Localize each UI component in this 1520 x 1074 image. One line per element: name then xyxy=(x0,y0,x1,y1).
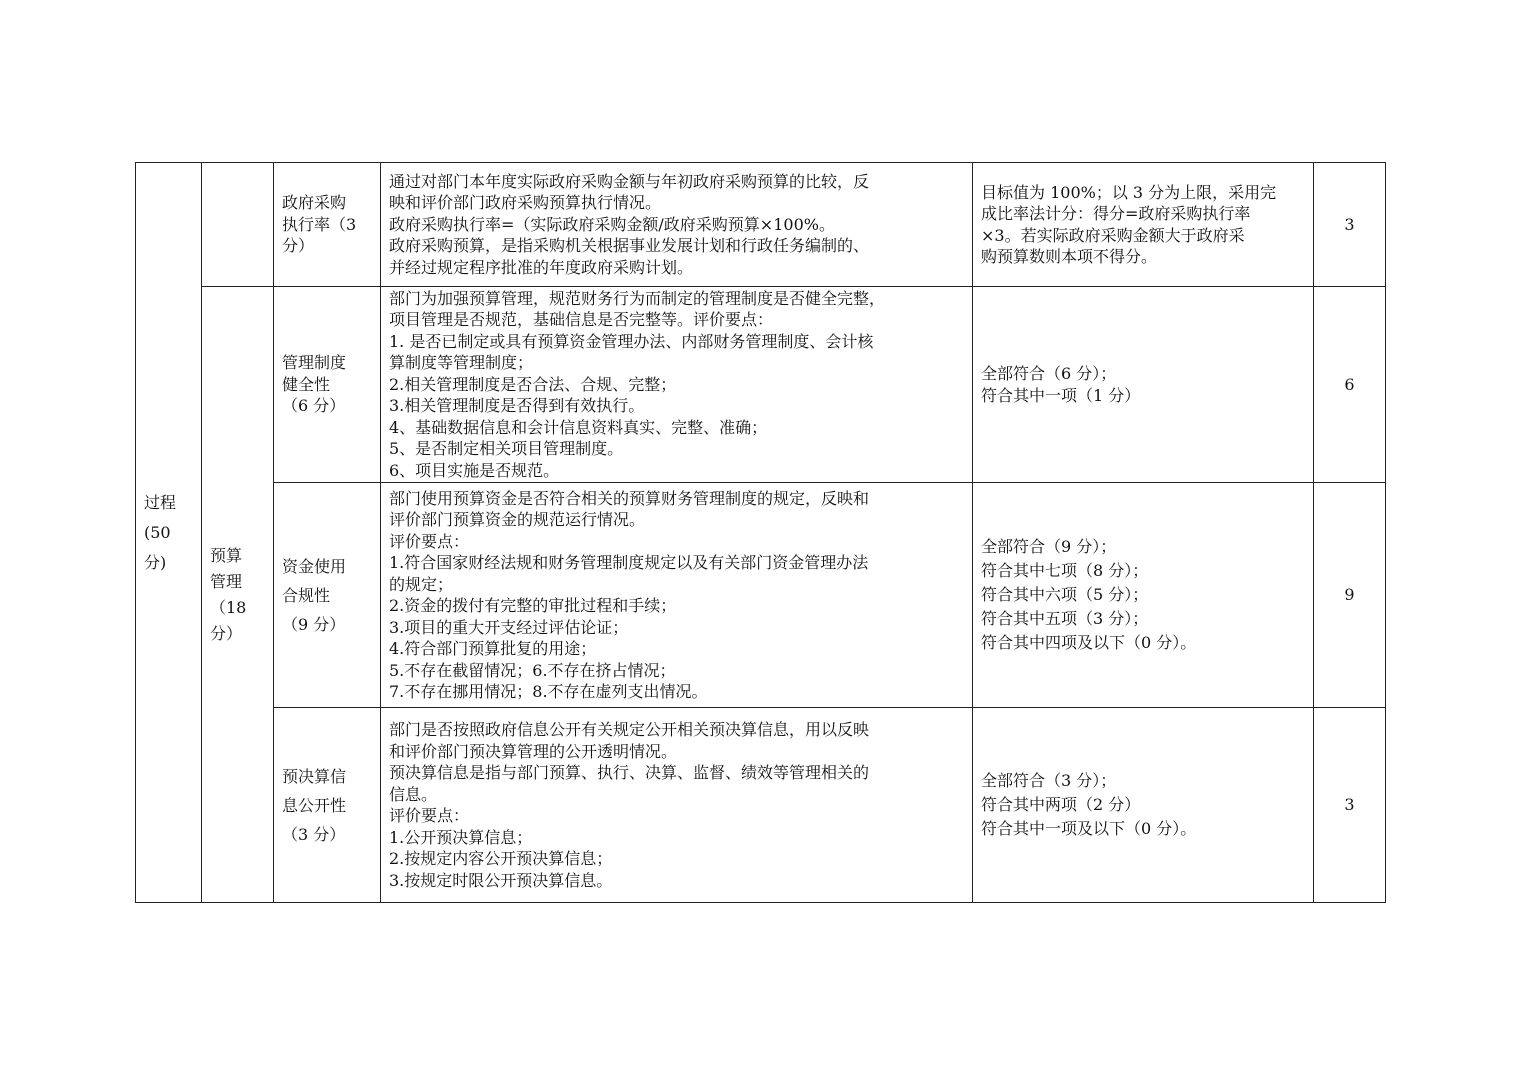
criteria-line: 4、基础数据信息和会计信息资料真实、完整、准确； xyxy=(389,417,768,437)
standard-line: 符合其中七项（8 分）； xyxy=(981,561,1149,580)
scoring-standard-cell xyxy=(973,163,1314,287)
indicator-line: 分） xyxy=(282,236,315,256)
level1-line: (50 xyxy=(144,522,171,542)
criteria-line: 2.相关管理制度是否合法、合规、完整； xyxy=(389,374,677,394)
criteria-line: 4.符合部门预算批复的用途； xyxy=(389,639,597,658)
criteria-cell xyxy=(381,163,973,287)
standard-line: 全部符合（9 分）； xyxy=(981,537,1117,556)
criteria-cell xyxy=(381,708,973,903)
indicator-line: （6 分） xyxy=(282,396,346,416)
criteria-line: 通过对部门本年度实际政府采购金额与年初政府采购预算的比较，反 xyxy=(389,171,870,191)
evaluation-table xyxy=(135,162,1386,903)
level3-indicator-cell xyxy=(274,163,381,287)
criteria-line: 3.按规定时限公开预决算信息。 xyxy=(389,870,613,890)
standard-line: 成比率法计分：得分=政府采购执行率 xyxy=(981,204,1251,223)
criteria-line: 和评价部门预决算管理的公开透明情况。 xyxy=(389,741,678,761)
criteria-line: 3.相关管理制度是否得到有效执行。 xyxy=(389,396,645,416)
criteria-cell xyxy=(381,287,973,483)
criteria-line: 6、项目实施是否规范。 xyxy=(389,460,560,480)
level2-line: 预算 xyxy=(210,545,243,565)
table-row xyxy=(136,287,1386,483)
indicator-line: 资金使用 xyxy=(282,556,347,576)
criteria-line: 政府采购执行率=（实际政府采购金额/政府采购预算×100%。 xyxy=(389,214,835,234)
standard-line: 全部符合（3 分）； xyxy=(981,771,1117,790)
criteria-line: 部门是否按照政府信息公开有关规定公开相关预决算信息，用以反映 xyxy=(389,720,870,739)
level3-indicator-cell xyxy=(274,287,381,483)
standard-line: 符合其中一项及以下（0 分）。 xyxy=(981,819,1197,838)
level2-line: （18 xyxy=(210,597,247,617)
scoring-standard-cell xyxy=(973,287,1314,483)
table-row xyxy=(136,708,1386,903)
level2-line: 分） xyxy=(210,623,243,643)
criteria-line: 的规定； xyxy=(389,574,454,594)
criteria-line: 5、是否制定相关项目管理制度。 xyxy=(389,439,624,459)
standard-line: 符合其中五项（3 分）； xyxy=(981,609,1149,628)
criteria-line: 并经过规定程序批准的年度政府采购计划。 xyxy=(389,257,694,277)
criteria-line: 算制度等管理制度； xyxy=(389,353,534,373)
criteria-line: 5.不存在截留情况；6.不存在挤占情况； xyxy=(389,660,676,680)
standard-line: 符合其中四项及以下（0 分）。 xyxy=(981,633,1197,652)
criteria-line: 7.不存在挪用情况；8.不存在虚列支出情况。 xyxy=(389,682,708,701)
criteria-line: 2.按规定内容公开预决算信息； xyxy=(389,849,613,868)
criteria-line: 2.资金的拨付有完整的审批过程和手续； xyxy=(389,596,677,615)
indicator-line: 执行率（3 xyxy=(282,214,357,234)
indicator-line: 健全性 xyxy=(282,374,331,394)
level1-indicator-cell xyxy=(136,163,202,903)
standard-line: 全部符合（6 分）； xyxy=(981,364,1117,383)
indicator-line: 政府采购 xyxy=(282,193,347,213)
indicator-line: （9 分） xyxy=(282,614,346,634)
standard-line: 目标值为 100%；以 3 分为上限，采用完 xyxy=(981,182,1277,202)
level2-line: 管理 xyxy=(210,571,243,591)
standard-line: 符合其中一项（1 分） xyxy=(981,385,1141,405)
score-cell: 9 xyxy=(1314,483,1386,708)
table-row xyxy=(136,483,1386,708)
criteria-line: 1. 是否已制定或具有预算资金管理办法、内部财务管理制度、会计核 xyxy=(389,331,874,351)
score-cell: 6 xyxy=(1314,287,1386,483)
standard-line: 符合其中两项（2 分） xyxy=(981,795,1141,814)
indicator-line: 息公开性 xyxy=(282,795,347,815)
criteria-line: 预决算信息是指与部门预算、执行、决算、监督、绩效等管理相关的 xyxy=(389,763,870,782)
indicator-line: （3 分） xyxy=(282,824,346,844)
criteria-line: 政府采购预算，是指采购机关根据事业发展计划和行政任务编制的、 xyxy=(389,236,870,256)
criteria-line: 评价要点： xyxy=(389,806,470,825)
criteria-line: 项目管理是否规范，基础信息是否完整等。评价要点： xyxy=(389,310,774,330)
scoring-standard-cell xyxy=(973,483,1314,708)
level3-indicator-cell xyxy=(274,708,381,903)
level2-indicator-cell-empty xyxy=(202,163,274,287)
indicator-line: 预决算信 xyxy=(282,766,347,786)
indicator-line: 管理制度 xyxy=(282,353,347,373)
criteria-line: 映和评价部门政府采购预算执行情况。 xyxy=(389,193,662,213)
criteria-cell xyxy=(381,483,973,708)
level2-indicator-cell xyxy=(202,287,274,903)
criteria-line: 部门为加强预算管理，规范财务行为而制定的管理制度是否健全完整， xyxy=(389,288,886,308)
level1-line: 过程 xyxy=(144,492,177,512)
criteria-line: 信息。 xyxy=(389,784,438,804)
criteria-line: 部门使用预算资金是否符合相关的预算财务管理制度的规定，反映和 xyxy=(389,488,870,508)
level1-line: 分) xyxy=(144,552,167,572)
scoring-standard-cell xyxy=(973,708,1314,903)
level3-indicator-cell xyxy=(274,483,381,708)
criteria-line: 评价要点： xyxy=(389,531,470,551)
score-cell: 3 xyxy=(1314,163,1386,287)
indicator-line: 合规性 xyxy=(282,585,331,605)
criteria-line: 评价部门预算资金的规范运行情况。 xyxy=(389,510,646,529)
criteria-line: 1.公开预决算信息； xyxy=(389,827,533,847)
table-row xyxy=(136,163,1386,287)
standard-line: 符合其中六项（5 分）； xyxy=(981,585,1149,604)
standard-line: 购预算数则本项不得分。 xyxy=(981,247,1158,266)
score-cell: 3 xyxy=(1314,708,1386,903)
criteria-line: 3.项目的重大开支经过评估论证； xyxy=(389,617,629,637)
criteria-line: 1.符合国家财经法规和财务管理制度规定以及有关部门资金管理办法 xyxy=(389,553,869,572)
standard-line: ×3。若实际政府采购金额大于政府采 xyxy=(981,225,1245,245)
